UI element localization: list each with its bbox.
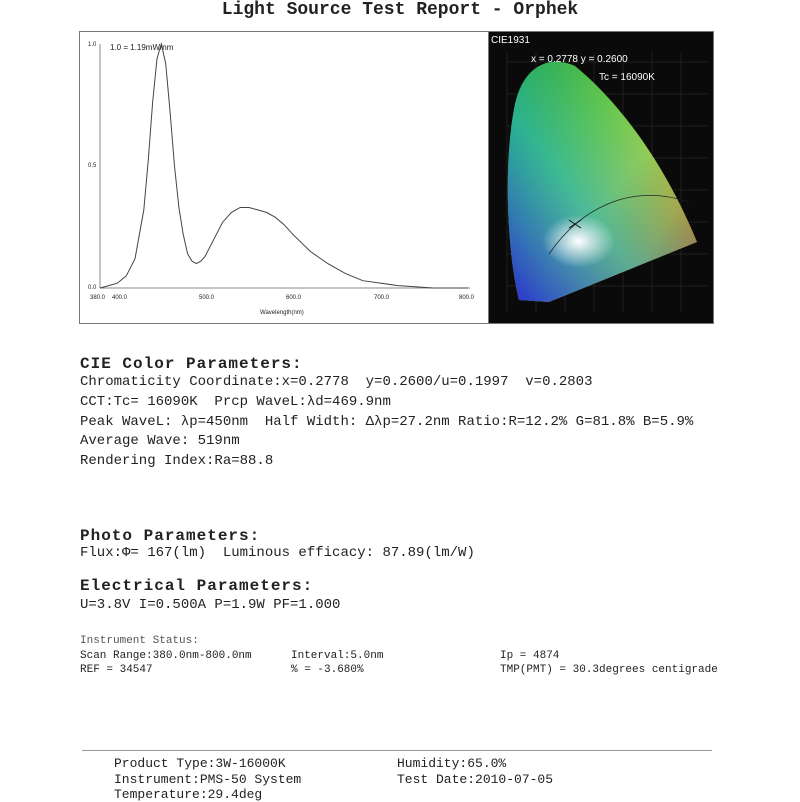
interval: Interval:5.0nm — [291, 650, 384, 662]
temperature: Temperature:29.4deg — [114, 787, 263, 802]
cie-params-heading: CIE Color Parameters: — [80, 355, 303, 373]
spectrum-chart — [80, 32, 488, 323]
product-type: Product Type:3W-16000K — [114, 756, 286, 771]
x-tick-label: 700.0 — [374, 295, 390, 301]
percent-value: % = -3.680% — [291, 664, 364, 676]
cie-white-region — [535, 194, 639, 270]
average-wave-line: Average Wave: 519nm — [80, 433, 240, 449]
x-tick-label: 600.0 — [286, 295, 302, 301]
x-tick-label: 500.0 — [199, 295, 215, 301]
cie-tc-readout: Tc = 16090K — [599, 72, 655, 83]
x-axis-label: Wavelength(nm) — [260, 310, 304, 316]
humidity: Humidity:65.0% — [397, 756, 507, 771]
spectrum-panel — [79, 31, 489, 324]
instrument-name: Instrument:PMS-50 System — [114, 772, 302, 787]
flux-line: Flux:Φ= 167(lm) Luminous efficacy: 87.89(lm/W) — [80, 545, 475, 561]
electrical-line: U=3.8V I=0.500A P=1.9W PF=1.000 — [80, 597, 341, 613]
cie-label: CIE1931 — [491, 35, 530, 46]
scale-label: 1.0 = 1.19mW/nm — [110, 43, 174, 52]
x-tick-label: 400.0 — [112, 295, 128, 301]
ip-value: Ip = 4874 — [500, 650, 560, 662]
y-tick-label: 0.0 — [88, 285, 97, 291]
rendering-index-line: Rendering Index:Ra=88.8 — [80, 453, 274, 469]
y-tick-label: 0.5 — [88, 163, 97, 169]
y-tick-label: 1.0 — [88, 42, 97, 48]
x-tick-label: 800.0 — [459, 295, 475, 301]
ref-value: REF = 34547 — [80, 664, 153, 676]
tmp-value: TMP(PMT) = 30.3degrees centigrade — [500, 664, 718, 676]
test-date: Test Date:2010-07-05 — [397, 772, 554, 787]
footer-divider — [82, 750, 712, 751]
cie-diagram — [489, 32, 713, 323]
chromaticity-line: Chromaticity Coordinate:x=0.2778 y=0.2600/u=0.1997 v=0.2803 — [80, 374, 593, 390]
electrical-params-heading: Electrical Parameters: — [80, 577, 314, 595]
cie-xy-readout: x = 0.2778 y = 0.2600 — [531, 54, 628, 65]
instrument-status-label: Instrument Status: — [80, 635, 199, 647]
cie-diagram-panel — [488, 31, 714, 324]
scan-range: Scan Range:380.0nm-800.0nm — [80, 650, 252, 662]
report-title: Light Source Test Report - Orphek — [221, 0, 579, 20]
photo-params-heading: Photo Parameters: — [80, 527, 261, 545]
x-tick-label: 380.0 — [90, 295, 106, 301]
peak-wave-line: Peak WaveL: λp=450nm Half Width: Δλp=27.2nm Ratio:R=12.2% G=81.8% B=5.9% — [80, 414, 694, 430]
cct-line: CCT:Tc= 16090K Prcp WaveL:λd=469.9nm — [80, 394, 391, 410]
spectrum-series-line — [100, 44, 468, 288]
